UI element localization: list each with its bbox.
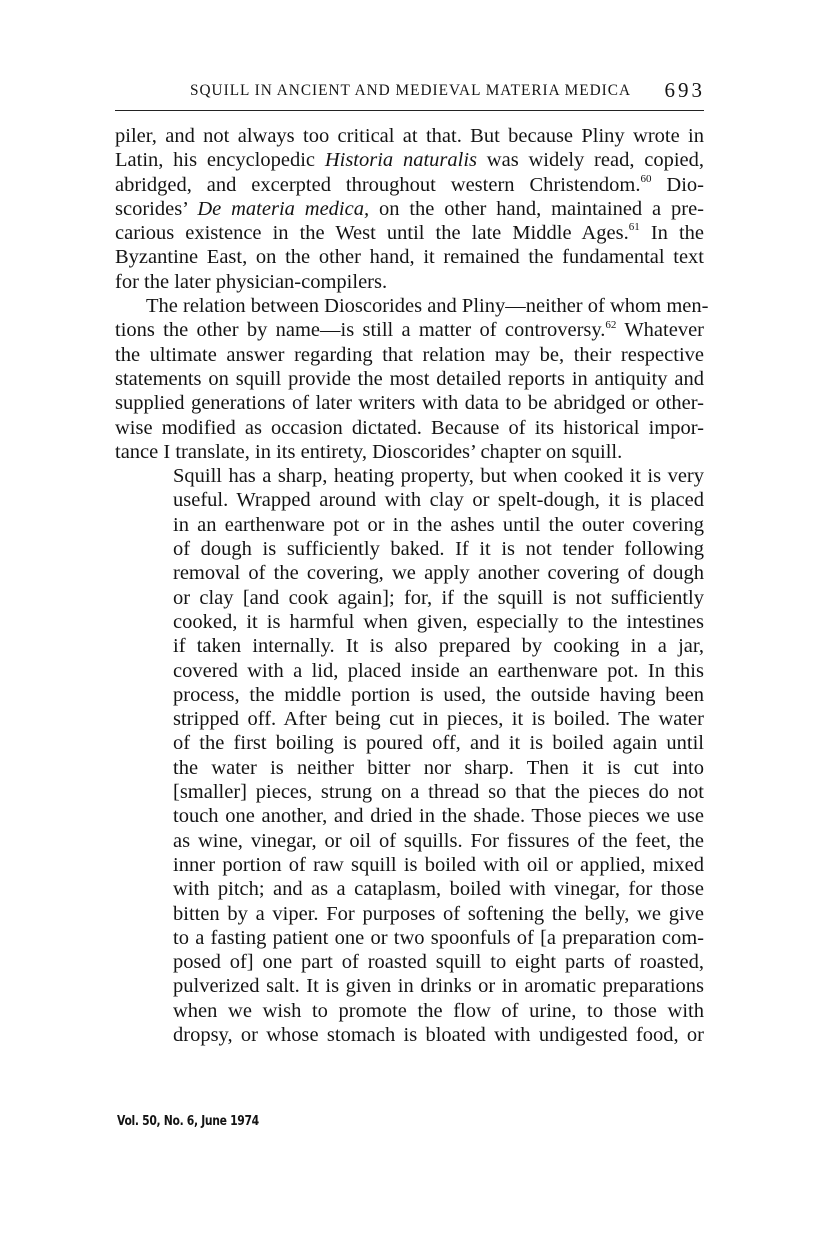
journal-citation-footer: Vol. 50, No. 6, June 1974 <box>117 1114 259 1129</box>
quote-line: Squill has a sharp, heating property, but when cooked it is very <box>173 465 704 488</box>
quote-line: of dough is sufficiently baked. If it is not tender following <box>173 538 704 561</box>
footnote-ref-62: 62 <box>605 318 617 331</box>
quote-line: in an earthenware pot or in the ashes until the outer covering <box>173 513 704 536</box>
text-line: the ultimate answer regarding that relation may be, their respective <box>115 343 704 366</box>
quote-line: process, the middle portion is used, the outside having been <box>173 683 704 706</box>
running-title: SQUILL IN ANCIENT AND MEDIEVAL MATERIA MEDICA <box>190 82 632 99</box>
quote-line: or clay [and cook again]; for, if the squill is not sufficiently <box>173 586 704 609</box>
footnote-ref-60: 60 <box>640 172 652 185</box>
quote-line: bitten by a viper. For purposes of softening the belly, we give <box>173 902 704 925</box>
text-line: abridged, and excerpted throughout western Christendom.$^{60}$ Dio- <box>115 172 705 196</box>
text-line: for the later physician-compilers. <box>115 270 388 293</box>
quote-line: removal of the covering, we apply another covering of dough <box>173 562 704 585</box>
footnote-ref-61: 61 <box>628 221 640 234</box>
quote-line: [smaller] pieces, strung on a thread so that the pieces do not <box>173 781 704 804</box>
page-number: 693 <box>664 78 705 102</box>
quote-line: if taken internally. It is also prepared by cooking in a jar, <box>173 635 704 658</box>
quote-line: the water is neither bitter nor sharp. Then it is cut into <box>173 756 704 779</box>
header-rule <box>115 110 704 111</box>
text-line: scorides’ De materia medica, on the other hand, maintained a pre- <box>115 197 705 220</box>
quote-line: to a fasting patient one or two spoonfuls of [a preparation com- <box>173 926 704 949</box>
quote-line: touch one another, and dried in the shade. Those pieces we use <box>173 805 704 828</box>
text-line: wise modified as occasion dictated. Because of its historical impor- <box>115 416 704 439</box>
italic-title: Historia naturalis <box>324 149 478 172</box>
text-line: The relation between Dioscorides and Pliny—neither of whom men- <box>146 295 709 318</box>
text-line: statements on squill provide the most detailed reports in antiquity and <box>115 367 704 390</box>
quote-line: of the first boiling is poured off, and it is boiled again until <box>173 732 704 755</box>
quote-line: inner portion of raw squill is boiled with oil or applied, mixed <box>173 853 704 876</box>
article-body <box>115 124 709 1047</box>
text-line: tions the other by name—is still a matter of controversy.$^{62}$ Whatever <box>115 318 704 342</box>
quote-line: when we wish to promote the flow of urine, to those with <box>173 999 704 1022</box>
quote-line: as wine, vinegar, or oil of squills. For fissures of the feet, the <box>173 829 704 852</box>
text-line: carious existence in the West until the late Middle Ages.$^{61}$ In the <box>115 221 705 245</box>
paragraph-2 <box>115 294 709 464</box>
paragraph-1 <box>115 124 704 294</box>
quote-line: covered with a lid, placed inside an earthenware pot. In this <box>173 659 704 682</box>
block-quote-extract <box>173 464 704 1047</box>
running-header <box>190 78 705 102</box>
text-line: piler, and not always too critical at that. But because Pliny wrote in <box>115 125 704 147</box>
text-line: Byzantine East, on the other hand, it remained the fundamental text <box>115 246 704 269</box>
quote-line: with pitch; and as a cataplasm, boiled with vinegar, for those <box>173 878 704 901</box>
quote-line: cooked, it is harmful when given, especially to the intestines <box>173 610 704 633</box>
quote-line: dropsy, or whose stomach is bloated with undigested food, or <box>173 1023 704 1046</box>
text-line: tance I translate, in its entirety, Dioscorides’ chapter on squill. <box>115 440 623 463</box>
quote-line: pulverized salt. It is given in drinks or in aromatic preparations <box>173 975 704 998</box>
quote-line: useful. Wrapped around with clay or spelt-dough, it is placed <box>173 489 704 512</box>
text-line: Latin, his encyclopedic Historia naturalis was widely read, copied, <box>115 149 705 172</box>
quote-line: posed of] one part of roasted squill to eight parts of roasted, <box>173 951 704 974</box>
text-line: supplied generations of later writers with data to be abridged or other- <box>115 392 704 415</box>
italic-title: De materia medica, <box>197 197 370 220</box>
quote-line: stripped off. After being cut in pieces, it is boiled. The water <box>173 708 704 731</box>
